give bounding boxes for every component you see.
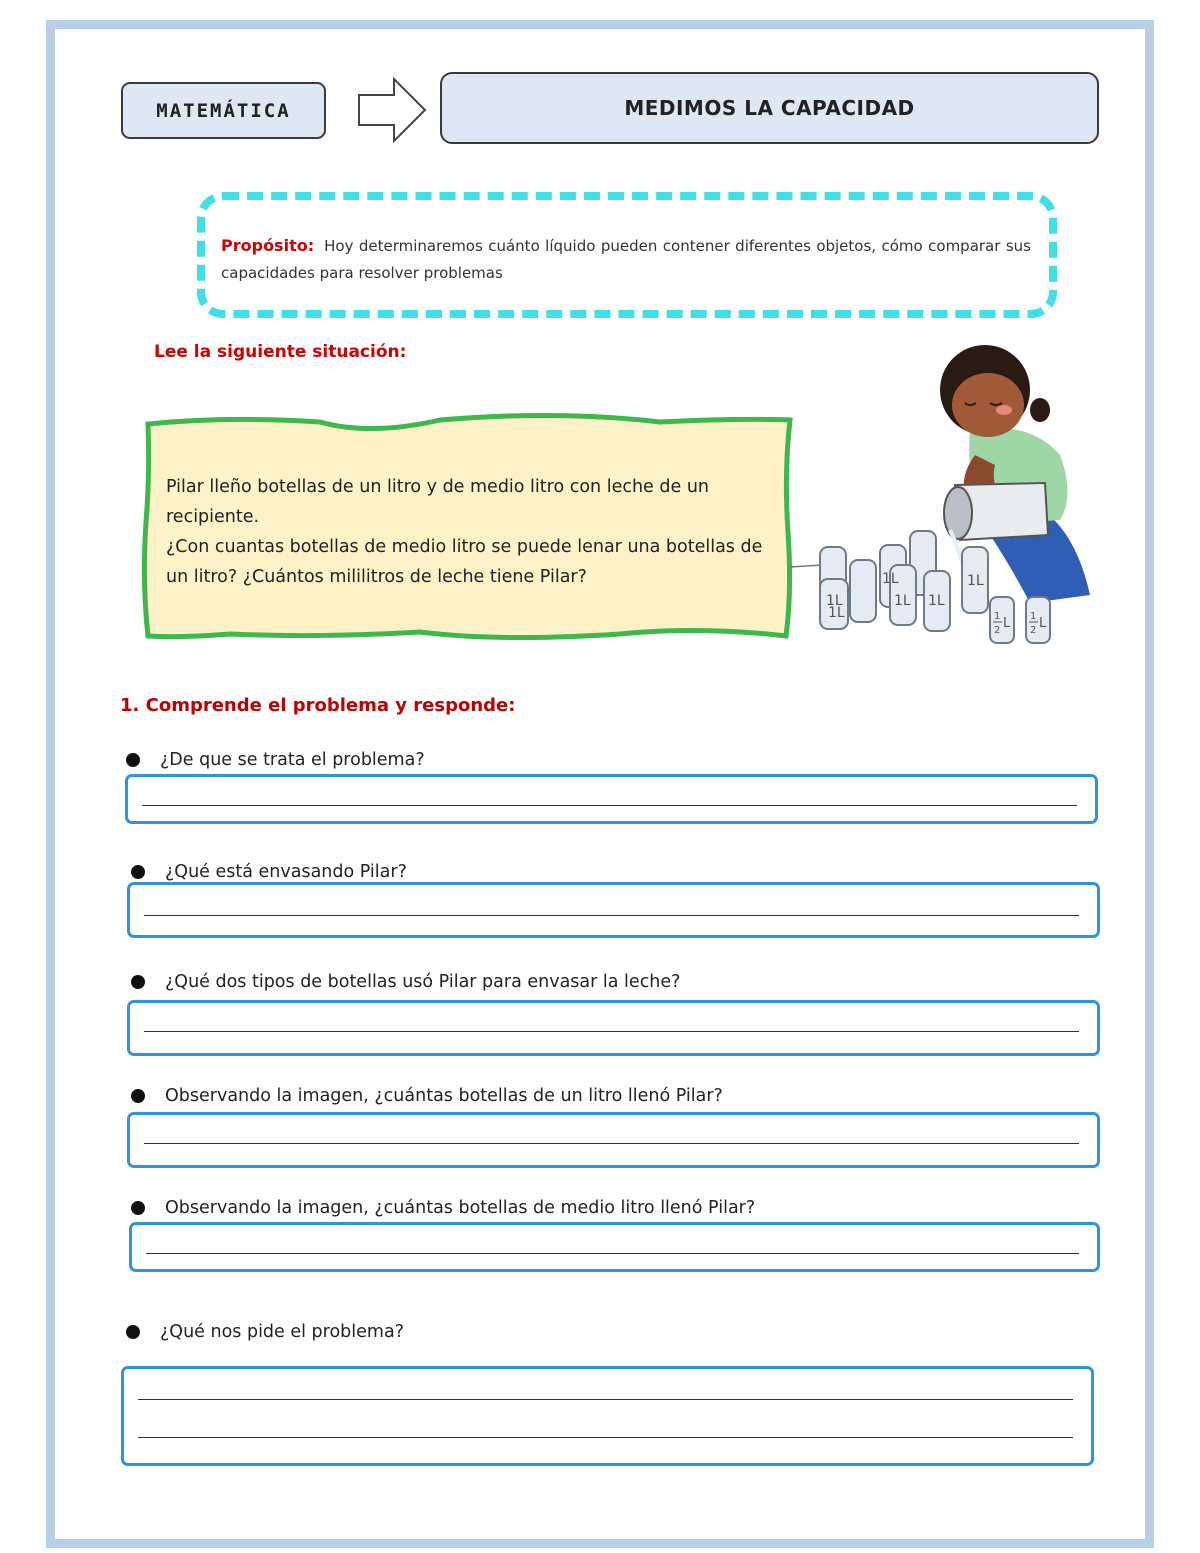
half-bottle-unit: L	[1039, 616, 1047, 631]
answer-line	[144, 1031, 1079, 1032]
question-text: Observando la imagen, ¿cuántas botellas de medio litro llenó Pilar?	[165, 1198, 756, 1218]
question-text: Observando la imagen, ¿cuántas botellas de un litro llenó Pilar?	[165, 1086, 723, 1106]
story-text	[166, 472, 778, 592]
answer-line	[144, 1143, 1079, 1144]
bullet-icon	[131, 1201, 145, 1215]
answer-line	[138, 1437, 1073, 1438]
bottle-label: 1L	[882, 571, 899, 587]
bottle-label: 1L	[894, 593, 911, 609]
answer-line	[138, 1399, 1073, 1400]
question-text: ¿Qué está envasando Pilar?	[165, 862, 407, 882]
bullet-icon	[126, 1325, 140, 1339]
purpose-text: Hoy determinaremos cuánto líquido pueden contener diferentes objetos, cómo comparar sus capacidades para resolver problemas	[221, 237, 1031, 282]
answer-box-5[interactable]	[129, 1222, 1100, 1272]
page-title: MEDIMOS LA CAPACIDAD	[440, 72, 1099, 144]
half-bottle-den: 2	[1030, 625, 1037, 636]
bullet-icon	[131, 1089, 145, 1103]
purpose-label: Propósito:	[221, 236, 315, 255]
half-bottle-num: 1	[994, 611, 1001, 622]
bottle-label: 1L	[826, 593, 843, 609]
bullet-icon	[126, 753, 140, 767]
question-2	[131, 862, 407, 882]
bullet-icon	[131, 975, 145, 989]
bottle-label: 1L	[928, 593, 945, 609]
question-text: ¿Qué nos pide el problema?	[160, 1322, 404, 1342]
question-4	[131, 1086, 723, 1106]
answer-box-2[interactable]	[127, 882, 1100, 938]
question-1	[126, 750, 425, 770]
section-title: 1. Comprende el problema y responde:	[120, 695, 516, 716]
question-3	[131, 972, 680, 992]
bullet-icon	[131, 865, 145, 879]
story-line-1: Pilar lleño botellas de un litro y de medio litro con leche de un recipiente.	[166, 477, 709, 527]
half-bottle-den: 2	[994, 625, 1001, 636]
bottle-label: 1L	[967, 573, 984, 589]
answer-box-3[interactable]	[127, 1000, 1100, 1056]
answer-box-6[interactable]	[121, 1366, 1094, 1466]
question-5	[131, 1198, 755, 1218]
half-bottle-unit: L	[1003, 616, 1011, 631]
answer-line	[142, 805, 1077, 806]
half-bottle-num: 1	[1030, 611, 1037, 622]
answer-box-4[interactable]	[127, 1112, 1100, 1168]
read-situation-label: Lee la siguiente situación:	[154, 342, 407, 362]
question-6	[126, 1322, 404, 1342]
answer-line	[146, 1253, 1079, 1254]
question-text: ¿De que se trata el problema?	[160, 750, 425, 770]
answer-line	[144, 915, 1079, 916]
story-line-2: ¿Con cuantas botellas de medio litro se puede lenar una botellas de un litro? ¿Cuántos mililitros de leche tiene Pilar?	[166, 537, 763, 587]
subject-box: MATEMÁTICA	[121, 82, 326, 139]
question-text: ¿Qué dos tipos de botellas usó Pilar para envasar la leche?	[165, 972, 681, 992]
purpose-box	[197, 192, 1057, 318]
answer-box-1[interactable]	[125, 774, 1098, 824]
girl-pouring-milk-illustration	[790, 335, 1090, 655]
arrow-right-icon	[356, 76, 428, 144]
bottle-label: 1L	[828, 605, 845, 621]
